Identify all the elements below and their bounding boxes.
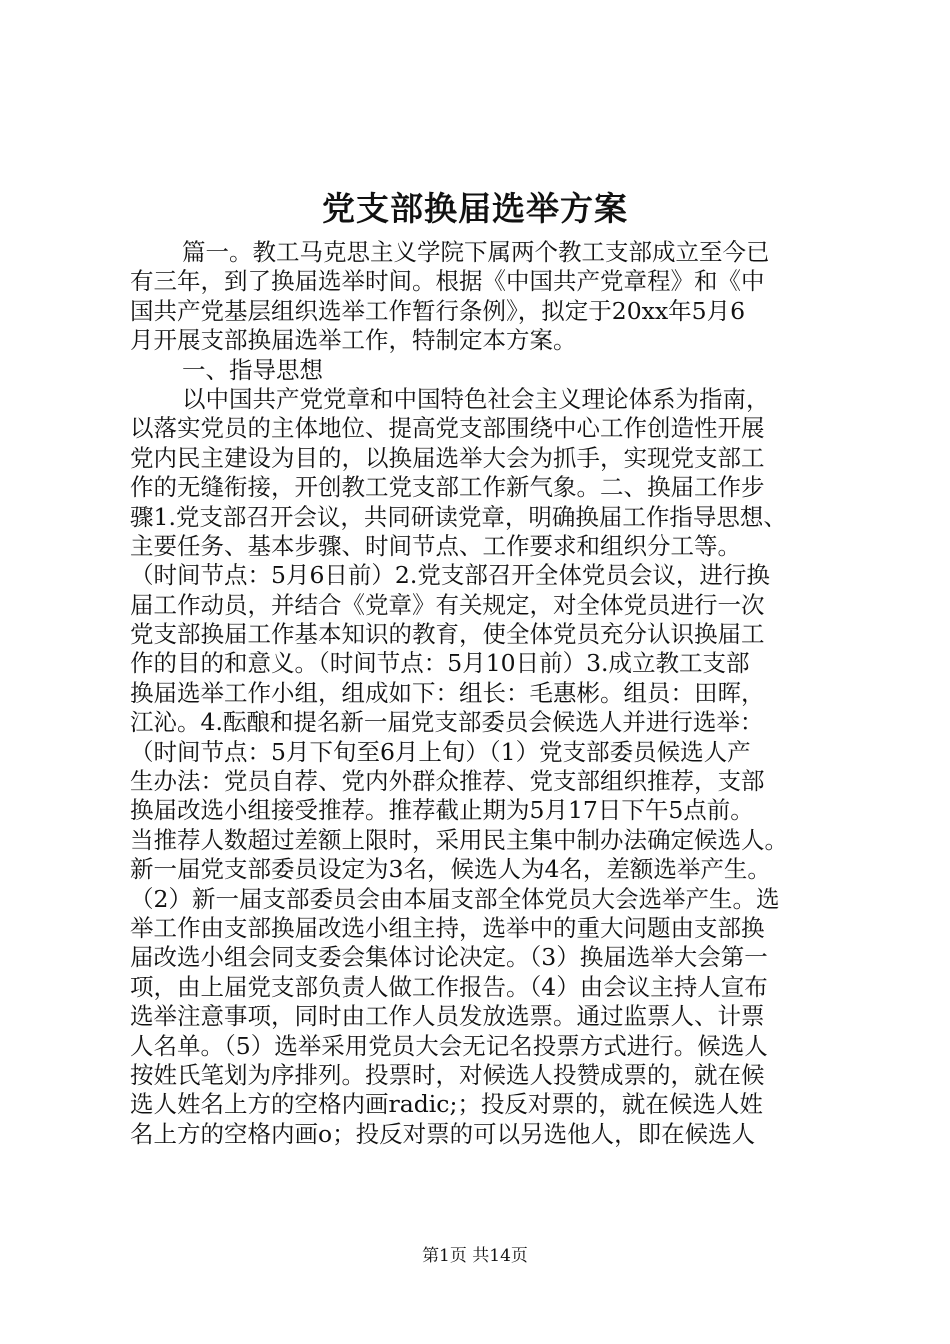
body-line: 有三年，到了换届选举时间。根据《中国共产党章程》和《中 [130, 267, 765, 296]
body-line: 以中国共产党党章和中国特色社会主义理论体系为指南， [182, 384, 770, 413]
body-line: 届工作动员，并结合《党章》有关规定，对全体党员进行一次 [130, 590, 765, 619]
body-line: 当推荐人数超过差额上限时，采用民主集中制办法确定候选人。 [130, 825, 788, 854]
body-line: 人名单。（5）选举采用党员大会无记名投票方式进行。候选人 [130, 1031, 768, 1060]
body-line: 生办法：党员自荐、党内外群众推荐、党支部组织推荐，支部 [130, 767, 765, 796]
body-line: 举工作由支部换届改选小组主持，选举中的重大问题由支部换 [130, 913, 765, 942]
body-line: （2）新一届支部委员会由本届支部全体党员大会选举产生。选 [130, 884, 780, 913]
body-line: 江沁。4.酝酿和提名新一届党支部委员会候选人并进行选举： [130, 708, 764, 737]
body-line: 名上方的空格内画o；投反对票的可以另选他人，即在候选人 [130, 1119, 756, 1148]
body-line: 党内民主建设为目的，以换届选举大会为抓手，实现党支部工 [130, 443, 765, 472]
body-line: 月开展支部换届选举工作，特制定本方案。 [130, 326, 577, 355]
body-line: 届改选小组会同支委会集体讨论决定。（3）换届选举大会第一 [130, 943, 768, 972]
body-line: 作的目的和意义。（时间节点：5月10日前）3.成立教工支部 [130, 649, 750, 678]
body-line: 项，由上届党支部负责人做工作报告。（4）由会议主持人宣布 [130, 972, 768, 1001]
body-line: 以落实党员的主体地位、提高党支部围绕中心工作创造性开展 [130, 414, 765, 443]
document-body [130, 238, 830, 1149]
body-line: 一、指导思想 [182, 355, 323, 384]
body-line: 作的无缝衔接，开创教工党支部工作新气象。二、换届工作步 [130, 473, 765, 502]
body-line: 选举注意事项，同时由工作人员发放选票。通过监票人、计票 [130, 1002, 765, 1031]
body-line: 换届选举工作小组，组成如下：组长：毛惠彬。组员：田晖， [130, 678, 765, 707]
body-line: 党支部换届工作基本知识的教育，使全体党员充分认识换届工 [130, 620, 765, 649]
body-line: 骤1.党支部召开会议，共同研读党章，明确换届工作指导思想、 [130, 502, 787, 531]
body-line: （时间节点：5月下旬至6月上旬）（1）党支部委员候选人产 [130, 737, 751, 766]
body-line: 国共产党基层组织选举工作暂行条例》，拟定于20xx年5月6 [130, 296, 746, 325]
body-line: 换届改选小组接受推荐。推荐截止期为5月17日下午5点前。 [130, 796, 754, 825]
body-line: 按姓氏笔划为序排列。投票时，对候选人投赞成票的，就在候 [130, 1060, 765, 1089]
body-line: 篇一。教工马克思主义学院下属两个教工支部成立至今已 [182, 238, 770, 266]
body-line: 主要任务、基本步骤、时间节点、工作要求和组织分工等。 [130, 531, 741, 560]
body-line: 新一届党支部委员设定为3名，候选人为4名，差额选举产生。 [130, 855, 771, 884]
document-title: 党支部换届选举方案 [322, 189, 628, 228]
body-line: 选人姓名上方的空格内画radic;；投反对票的，就在候选人姓 [130, 1090, 763, 1119]
page-footer: 第1页 共14页 [422, 1246, 528, 1266]
body-line: （时间节点：5月6日前）2.党支部召开全体党员会议，进行换 [130, 561, 770, 590]
